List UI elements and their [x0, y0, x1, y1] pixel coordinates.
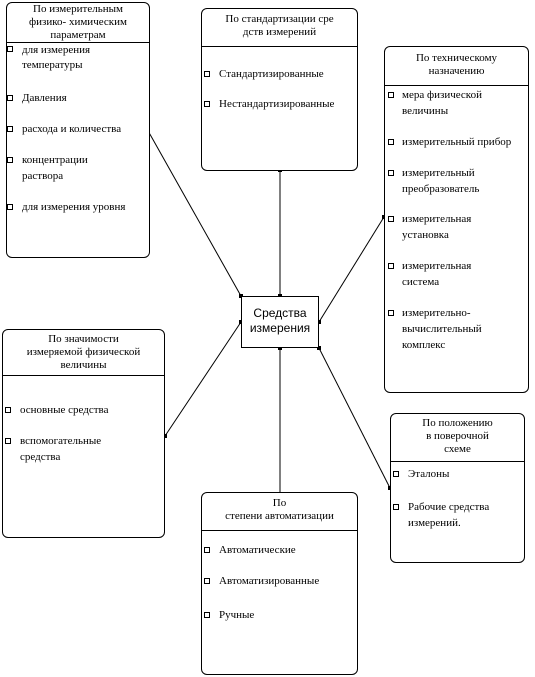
bullet-icon — [204, 71, 210, 77]
list-item: измерительная установка — [402, 213, 472, 241]
list-item: Ручные — [219, 609, 255, 621]
bullet-icon — [7, 204, 13, 210]
bullet-icon — [388, 92, 394, 98]
list-item: измерительно- вычислительный комплекс — [402, 307, 482, 351]
bullet-icon — [388, 263, 394, 269]
list-item: измерительная система — [402, 260, 472, 288]
bullet-icon — [204, 578, 210, 584]
bullet-icon — [388, 310, 394, 316]
center-node: Средства измерения — [241, 296, 319, 348]
list-item: вспомогательные средства — [20, 435, 102, 463]
box-standard — [201, 8, 358, 171]
bullet-icon — [5, 407, 11, 413]
bullet-icon — [393, 504, 399, 510]
bullet-icon — [7, 126, 13, 132]
list-item: Рабочие средства измерений. — [408, 501, 490, 529]
list-item: концентрации раствора — [22, 154, 88, 182]
list-item: мера физической величины — [402, 89, 482, 117]
bullet-icon — [388, 216, 394, 222]
box-title: По техническому назначению — [385, 47, 528, 86]
box-title: По положению в поверочной схеме — [391, 414, 524, 462]
list-item: Автоматические — [219, 544, 296, 556]
list-item: для измерения уровня — [22, 201, 126, 213]
list-item: Давления — [22, 92, 67, 104]
list-item: Нестандартизированные — [219, 98, 335, 110]
box-title: По степени автоматизации — [202, 493, 357, 531]
list-item: для измерения температуры — [22, 44, 91, 71]
box-title: По измерительным физико- химическим параметрам — [7, 3, 149, 43]
list-item: Автоматизированные — [219, 575, 320, 587]
list-item: Эталоны — [408, 468, 450, 480]
box-title: По значимости измеряемой физической величины — [3, 330, 164, 376]
list-item: расхода и количества — [22, 123, 122, 135]
list-item: измерительный прибор — [402, 136, 512, 148]
bullet-icon — [7, 46, 13, 52]
bullet-icon — [204, 101, 210, 107]
bullet-icon — [388, 139, 394, 145]
bullet-icon — [388, 170, 394, 176]
bullet-icon — [393, 471, 399, 477]
link-verification — [319, 348, 390, 488]
bullet-icon — [204, 547, 210, 553]
box-verification — [390, 413, 525, 563]
bullet-icon — [7, 95, 13, 101]
link-significance — [165, 322, 241, 436]
bullet-icon — [204, 612, 210, 618]
list-item: измерительный преобразователь — [402, 167, 480, 195]
list-item: основные средства — [20, 404, 109, 416]
box-title: По стандартизации сре дств измерений — [202, 9, 357, 47]
bullet-icon — [7, 157, 13, 163]
link-technical — [319, 217, 384, 322]
list-item: Стандартизированные — [219, 68, 324, 80]
bullet-icon — [5, 438, 11, 444]
